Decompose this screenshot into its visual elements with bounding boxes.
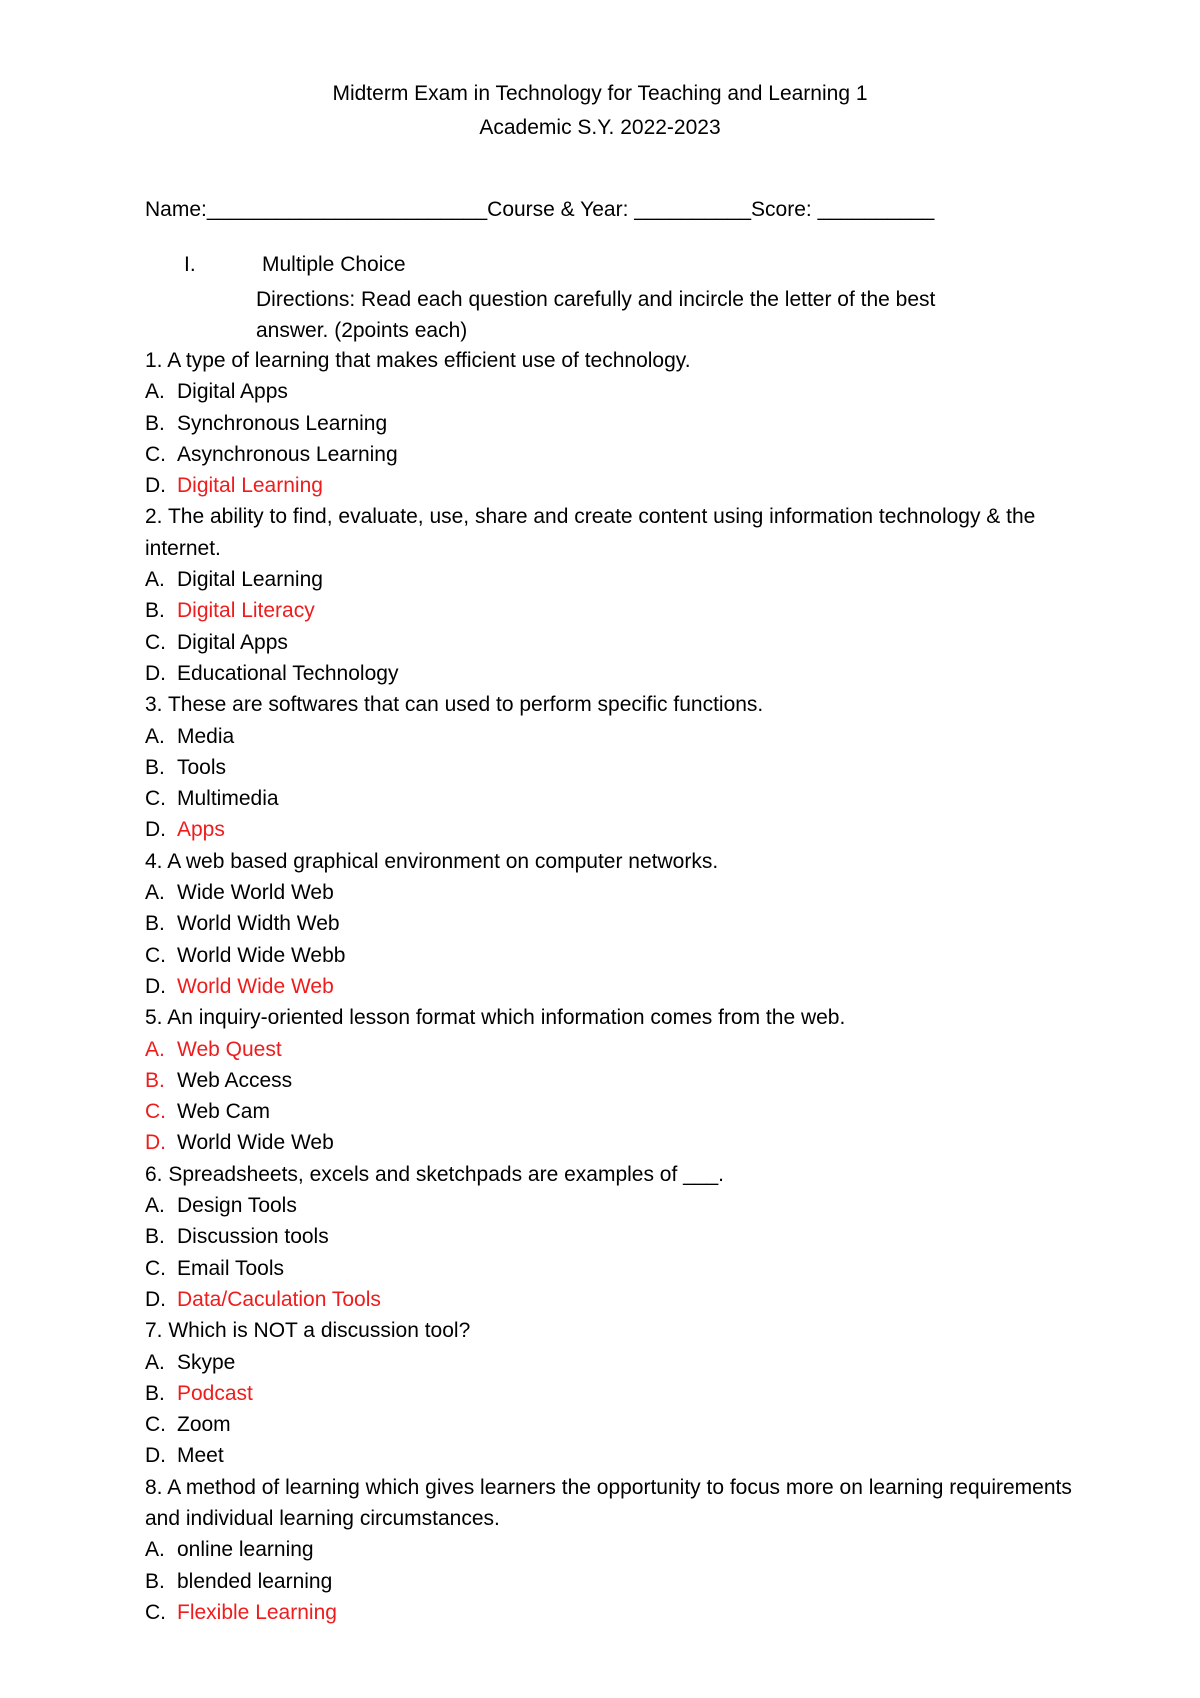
- answer-option[interactable]: [145, 1190, 1075, 1221]
- option-text: Design Tools: [177, 1194, 297, 1218]
- option-text: Asynchronous Learning: [177, 442, 398, 466]
- option-text: Media: [177, 724, 235, 748]
- option-text: Skype: [177, 1350, 236, 1374]
- option-letter: B.: [145, 411, 165, 435]
- question-text: 7. Which is NOT a discussion tool?: [145, 1319, 471, 1343]
- section-number: I.: [184, 253, 196, 276]
- directions: [256, 284, 1016, 346]
- answer-option[interactable]: [145, 408, 1075, 439]
- option-text: World Wide Web: [177, 1131, 334, 1155]
- option-letter: B.: [145, 1225, 165, 1249]
- option-letter: C.: [145, 1100, 166, 1124]
- option-text-correct: Flexible Learning: [177, 1600, 337, 1624]
- answer-option[interactable]: [145, 439, 1075, 470]
- option-letter: C.: [145, 787, 166, 811]
- answer-option[interactable]: [145, 783, 1075, 814]
- option-letter: A.: [145, 881, 165, 905]
- option-letter: B.: [145, 912, 165, 936]
- answer-option[interactable]: [145, 1221, 1075, 1252]
- question-text: 6. Spreadsheets, excels and sketchpads are examples of ___.: [145, 1162, 725, 1186]
- answer-option[interactable]: [145, 627, 1075, 658]
- option-text: Web Cam: [177, 1100, 270, 1124]
- answer-option-correct[interactable]: [145, 1597, 1075, 1628]
- option-letter: C.: [145, 442, 166, 466]
- option-text: Educational Technology: [177, 661, 399, 685]
- option-letter: B.: [145, 1569, 165, 1593]
- question-text: 4. A web based graphical environment on computer networks.: [145, 849, 719, 873]
- section-heading: [184, 253, 406, 277]
- option-text: online learning: [177, 1538, 314, 1562]
- question-text: 5. An inquiry-oriented lesson format which information comes from the web.: [145, 1006, 846, 1030]
- question-text: 1. A type of learning that makes efficient use of technology.: [145, 349, 691, 372]
- option-text-correct: Podcast: [177, 1381, 253, 1405]
- option-letter: A.: [145, 724, 165, 748]
- option-text-correct: Data/Caculation Tools: [177, 1287, 381, 1311]
- option-letter: B.: [145, 599, 165, 623]
- directions-line: answer. (2points each): [256, 319, 468, 342]
- option-text-correct: Web Quest: [177, 1037, 282, 1061]
- answer-option[interactable]: [145, 1534, 1075, 1565]
- question: [145, 846, 1075, 1002]
- answer-option-correct[interactable]: [145, 1378, 1075, 1409]
- option-letter: A.: [145, 380, 165, 404]
- option-text: Digital Learning: [177, 568, 323, 592]
- question: [145, 1159, 1075, 1315]
- option-text: Web Access: [177, 1068, 293, 1092]
- option-letter: C.: [145, 943, 166, 967]
- option-letter: D.: [145, 974, 166, 998]
- option-letter: C.: [145, 1600, 166, 1624]
- option-letter: A.: [145, 1194, 165, 1218]
- answer-option[interactable]: [145, 877, 1075, 908]
- option-letter: A.: [145, 1037, 165, 1061]
- answer-option-correct[interactable]: [145, 971, 1075, 1002]
- option-letter: C.: [145, 630, 166, 654]
- answer-option[interactable]: [145, 1065, 1075, 1096]
- answer-option[interactable]: [145, 752, 1075, 783]
- option-letter: D.: [145, 1444, 166, 1468]
- answer-option-correct[interactable]: [145, 595, 1075, 626]
- question: [145, 689, 1075, 845]
- option-text: Synchronous Learning: [177, 411, 388, 435]
- option-text: Tools: [177, 755, 227, 779]
- answer-option[interactable]: [145, 1347, 1075, 1378]
- answer-option[interactable]: [145, 1096, 1075, 1127]
- answer-option[interactable]: [145, 564, 1075, 595]
- directions-line: Directions: Read each question carefully and incircle the letter of the best: [256, 288, 936, 311]
- option-letter: A.: [145, 1538, 165, 1562]
- question: [145, 501, 1075, 689]
- question-list: [145, 345, 1075, 1628]
- option-letter: C.: [145, 1256, 166, 1280]
- option-text: blended learning: [177, 1569, 333, 1593]
- option-letter: D.: [145, 818, 166, 842]
- answer-option-correct[interactable]: [145, 1284, 1075, 1315]
- academic-year: Academic S.Y. 2022-2023: [479, 116, 721, 139]
- question: [145, 1472, 1075, 1628]
- answer-option-correct[interactable]: [145, 470, 1075, 501]
- option-letter: B.: [145, 1381, 165, 1405]
- answer-option[interactable]: [145, 1253, 1075, 1284]
- option-text: Digital Apps: [177, 380, 288, 404]
- answer-option[interactable]: [145, 940, 1075, 971]
- option-text: Zoom: [177, 1413, 231, 1437]
- option-letter: D.: [145, 661, 166, 685]
- exam-title: Midterm Exam in Technology for Teaching and Learning 1: [332, 82, 868, 105]
- answer-option[interactable]: [145, 908, 1075, 939]
- option-letter: A.: [145, 1350, 165, 1374]
- option-text: Wide World Web: [177, 881, 334, 905]
- option-letter: D.: [145, 474, 166, 498]
- student-info-line: Name:________________________Course & Year: __________Score: __________: [145, 198, 935, 221]
- option-text-correct: World Wide Web: [177, 974, 334, 998]
- option-letter: B.: [145, 1068, 165, 1092]
- option-letter: D.: [145, 1131, 166, 1155]
- answer-option-correct[interactable]: [145, 814, 1075, 845]
- option-text: Email Tools: [177, 1256, 284, 1280]
- option-letter: D.: [145, 1287, 166, 1311]
- answer-option[interactable]: [145, 1440, 1075, 1471]
- option-text-correct: Digital Learning: [177, 474, 323, 498]
- option-text: World Wide Webb: [177, 943, 346, 967]
- option-letter: A.: [145, 568, 165, 592]
- answer-option[interactable]: [145, 658, 1075, 689]
- question: [145, 345, 1075, 501]
- answer-option[interactable]: [145, 1127, 1075, 1158]
- answer-option-correct[interactable]: [145, 1034, 1075, 1065]
- answer-option[interactable]: [145, 1566, 1075, 1597]
- option-letter: B.: [145, 755, 165, 779]
- option-text-correct: Apps: [177, 818, 225, 842]
- question-text: 8. A method of learning which gives learners the opportunity to focus more on learning requirements and individual learning circumstances.: [145, 1475, 1072, 1530]
- answer-option[interactable]: [145, 1409, 1075, 1440]
- option-text: World Width Web: [177, 912, 340, 936]
- answer-option[interactable]: [145, 721, 1075, 752]
- option-text-correct: Digital Literacy: [177, 599, 315, 623]
- option-letter: C.: [145, 1413, 166, 1437]
- option-text: Meet: [177, 1444, 224, 1468]
- question: [145, 1315, 1075, 1471]
- question: [145, 1002, 1075, 1158]
- option-text: Digital Apps: [177, 630, 288, 654]
- section-title: Multiple Choice: [262, 253, 406, 276]
- question-text: 2. The ability to find, evaluate, use, share and create content using information technology & the internet.: [145, 505, 1036, 560]
- option-text: Multimedia: [177, 787, 279, 811]
- answer-option[interactable]: [145, 376, 1075, 407]
- question-text: 3. These are softwares that can used to perform specific functions.: [145, 693, 764, 717]
- option-text: Discussion tools: [177, 1225, 329, 1249]
